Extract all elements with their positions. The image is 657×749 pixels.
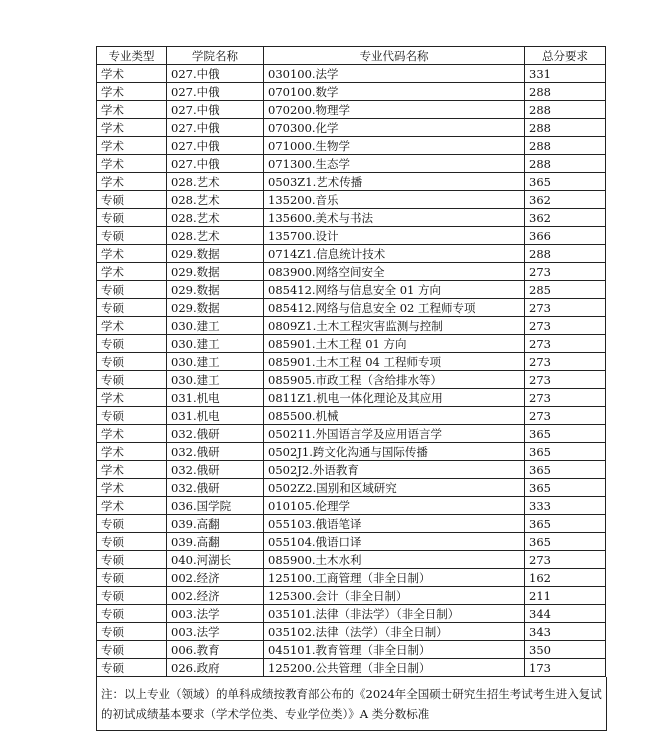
major-type-cell: 专硕 [97, 533, 167, 551]
table-row [97, 425, 606, 443]
major-type-cell: 专硕 [97, 209, 167, 227]
table-row [97, 191, 606, 209]
table-row [97, 551, 606, 569]
college-name-cell: 029.数据 [167, 299, 264, 317]
major-code-name-cell: 125100.工商管理（非全日制） [264, 569, 525, 587]
major-code-name-cell: 085900.土木水利 [264, 551, 525, 569]
college-name-cell: 027.中俄 [167, 155, 264, 173]
college-name-cell: 003.法学 [167, 605, 264, 623]
college-name-cell: 030.建工 [167, 335, 264, 353]
major-type-cell: 专硕 [97, 353, 167, 371]
table-row [97, 641, 606, 659]
major-code-name-cell: 0502J1.跨文化沟通与国际传播 [264, 443, 525, 461]
table-row [97, 623, 606, 641]
major-type-cell: 专硕 [97, 191, 167, 209]
major-type-cell: 学术 [97, 317, 167, 335]
college-name-cell: 031.机电 [167, 407, 264, 425]
table-row [97, 155, 606, 173]
total-score-cell: 285 [525, 281, 606, 299]
major-type-cell: 学术 [97, 119, 167, 137]
major-type-cell: 专硕 [97, 227, 167, 245]
total-score-cell: 288 [525, 83, 606, 101]
table-header-row [97, 47, 606, 65]
table-row [97, 407, 606, 425]
college-name-cell: 002.经济 [167, 587, 264, 605]
major-type-cell: 专硕 [97, 623, 167, 641]
total-score-cell: 288 [525, 137, 606, 155]
college-name-cell: 039.高翻 [167, 533, 264, 551]
table-row [97, 281, 606, 299]
table-row [97, 443, 606, 461]
table-row [97, 317, 606, 335]
major-type-cell: 学术 [97, 263, 167, 281]
table-row [97, 515, 606, 533]
college-name-cell: 030.建工 [167, 371, 264, 389]
total-score-cell: 365 [525, 533, 606, 551]
total-score-cell: 365 [525, 443, 606, 461]
major-code-name-cell: 085901.土木工程 04 工程师专项 [264, 353, 525, 371]
college-name-cell: 032.俄研 [167, 425, 264, 443]
major-type-cell: 学术 [97, 137, 167, 155]
total-score-cell: 362 [525, 209, 606, 227]
college-name-cell: 030.建工 [167, 317, 264, 335]
total-score-cell: 288 [525, 245, 606, 263]
score-requirements-sheet [96, 46, 605, 731]
major-type-cell: 学术 [97, 425, 167, 443]
college-name-cell: 028.艺术 [167, 173, 264, 191]
total-score-cell: 288 [525, 101, 606, 119]
table-row [97, 137, 606, 155]
major-type-cell: 学术 [97, 461, 167, 479]
major-type-cell: 专硕 [97, 641, 167, 659]
table-row [97, 83, 606, 101]
major-code-name-cell: 070100.数学 [264, 83, 525, 101]
major-code-name-cell: 070200.物理学 [264, 101, 525, 119]
college-name-cell: 039.高翻 [167, 515, 264, 533]
major-type-cell: 专硕 [97, 515, 167, 533]
major-type-cell: 学术 [97, 155, 167, 173]
major-code-name-cell: 135600.美术与书法 [264, 209, 525, 227]
major-code-name-cell: 070300.化学 [264, 119, 525, 137]
major-type-cell: 专硕 [97, 281, 167, 299]
header-major-type: 专业类型 [97, 47, 167, 65]
table-row [97, 227, 606, 245]
table-body [97, 65, 606, 677]
major-code-name-cell: 083900.网络空间安全 [264, 263, 525, 281]
college-name-cell: 027.中俄 [167, 137, 264, 155]
major-code-name-cell: 0811Z1.机电一体化理论及其应用 [264, 389, 525, 407]
total-score-cell: 211 [525, 587, 606, 605]
major-code-name-cell: 085412.网络与信息安全 02 工程师专项 [264, 299, 525, 317]
major-type-cell: 专硕 [97, 371, 167, 389]
college-name-cell: 028.艺术 [167, 227, 264, 245]
college-name-cell: 032.俄研 [167, 479, 264, 497]
major-type-cell: 专硕 [97, 569, 167, 587]
table-row [97, 101, 606, 119]
major-code-name-cell: 135700.设计 [264, 227, 525, 245]
total-score-cell: 288 [525, 155, 606, 173]
score-table [96, 46, 606, 677]
major-code-name-cell: 085901.土木工程 01 方向 [264, 335, 525, 353]
major-type-cell: 专硕 [97, 335, 167, 353]
college-name-cell: 028.艺术 [167, 191, 264, 209]
college-name-cell: 028.艺术 [167, 209, 264, 227]
college-name-cell: 029.数据 [167, 263, 264, 281]
total-score-cell: 366 [525, 227, 606, 245]
table-row [97, 659, 606, 677]
header-college-name: 学院名称 [167, 47, 264, 65]
major-code-name-cell: 055104.俄语口译 [264, 533, 525, 551]
major-type-cell: 学术 [97, 479, 167, 497]
total-score-cell: 273 [525, 407, 606, 425]
major-code-name-cell: 0502J2.外语教育 [264, 461, 525, 479]
total-score-cell: 365 [525, 461, 606, 479]
total-score-cell: 162 [525, 569, 606, 587]
table-row [97, 353, 606, 371]
table-row [97, 209, 606, 227]
college-name-cell: 030.建工 [167, 353, 264, 371]
college-name-cell: 029.数据 [167, 281, 264, 299]
total-score-cell: 273 [525, 299, 606, 317]
major-code-name-cell: 085412.网络与信息安全 01 方向 [264, 281, 525, 299]
table-row [97, 569, 606, 587]
major-type-cell: 专硕 [97, 659, 167, 677]
table-row [97, 533, 606, 551]
major-type-cell: 学术 [97, 245, 167, 263]
total-score-cell: 273 [525, 353, 606, 371]
total-score-cell: 173 [525, 659, 606, 677]
total-score-cell: 273 [525, 389, 606, 407]
major-type-cell: 学术 [97, 173, 167, 191]
total-score-cell: 288 [525, 119, 606, 137]
college-name-cell: 002.经济 [167, 569, 264, 587]
college-name-cell: 027.中俄 [167, 83, 264, 101]
header-major-code-name: 专业代码名称 [264, 47, 525, 65]
major-type-cell: 专硕 [97, 299, 167, 317]
major-code-name-cell: 030100.法学 [264, 65, 525, 83]
major-code-name-cell: 135200.音乐 [264, 191, 525, 209]
table-row [97, 299, 606, 317]
major-type-cell: 专硕 [97, 551, 167, 569]
major-code-name-cell: 010105.伦理学 [264, 497, 525, 515]
table-row [97, 479, 606, 497]
table-row [97, 461, 606, 479]
college-name-cell: 006.教育 [167, 641, 264, 659]
college-name-cell: 027.中俄 [167, 119, 264, 137]
total-score-cell: 350 [525, 641, 606, 659]
college-name-cell: 031.机电 [167, 389, 264, 407]
major-code-name-cell: 0502Z2.国别和区域研究 [264, 479, 525, 497]
total-score-cell: 273 [525, 371, 606, 389]
major-type-cell: 学术 [97, 65, 167, 83]
major-type-cell: 学术 [97, 443, 167, 461]
major-code-name-cell: 125200.公共管理（非全日制） [264, 659, 525, 677]
college-name-cell: 032.俄研 [167, 443, 264, 461]
total-score-cell: 365 [525, 173, 606, 191]
college-name-cell: 003.法学 [167, 623, 264, 641]
major-code-name-cell: 050211.外国语言学及应用语言学 [264, 425, 525, 443]
major-code-name-cell: 085500.机械 [264, 407, 525, 425]
total-score-cell: 273 [525, 317, 606, 335]
total-score-cell: 273 [525, 263, 606, 281]
footnote: 注：以上专业（领域）的单科成绩按教育部公布的《2024年全国硕士研究生招生考试考生进入复试的初试成绩基本要求（学术学位类、专业学位类）》A 类分数标准 [96, 677, 607, 731]
table-row [97, 371, 606, 389]
major-code-name-cell: 071000.生物学 [264, 137, 525, 155]
major-code-name-cell: 085905.市政工程（含给排水等） [264, 371, 525, 389]
major-type-cell: 专硕 [97, 587, 167, 605]
total-score-cell: 365 [525, 479, 606, 497]
total-score-cell: 365 [525, 515, 606, 533]
major-type-cell: 学术 [97, 389, 167, 407]
total-score-cell: 273 [525, 335, 606, 353]
total-score-cell: 331 [525, 65, 606, 83]
table-row [97, 335, 606, 353]
total-score-cell: 343 [525, 623, 606, 641]
major-code-name-cell: 035102.法律（法学）（非全日制） [264, 623, 525, 641]
table-row [97, 497, 606, 515]
college-name-cell: 036.国学院 [167, 497, 264, 515]
total-score-cell: 365 [525, 425, 606, 443]
major-code-name-cell: 035101.法律（非法学）（非全日制） [264, 605, 525, 623]
college-name-cell: 029.数据 [167, 245, 264, 263]
table-row [97, 263, 606, 281]
major-code-name-cell: 0503Z1.艺术传播 [264, 173, 525, 191]
table-row [97, 173, 606, 191]
major-type-cell: 学术 [97, 101, 167, 119]
table-row [97, 65, 606, 83]
major-type-cell: 专硕 [97, 407, 167, 425]
major-code-name-cell: 045101.教育管理（非全日制） [264, 641, 525, 659]
major-code-name-cell: 055103.俄语笔译 [264, 515, 525, 533]
major-type-cell: 学术 [97, 497, 167, 515]
major-code-name-cell: 125300.会计（非全日制） [264, 587, 525, 605]
major-type-cell: 专硕 [97, 605, 167, 623]
table-row [97, 587, 606, 605]
table-row [97, 389, 606, 407]
major-code-name-cell: 071300.生态学 [264, 155, 525, 173]
header-total-score: 总分要求 [525, 47, 606, 65]
table-row [97, 119, 606, 137]
college-name-cell: 040.河湖长 [167, 551, 264, 569]
major-code-name-cell: 0714Z1.信息统计技术 [264, 245, 525, 263]
major-type-cell: 学术 [97, 83, 167, 101]
total-score-cell: 273 [525, 551, 606, 569]
total-score-cell: 333 [525, 497, 606, 515]
college-name-cell: 027.中俄 [167, 101, 264, 119]
total-score-cell: 362 [525, 191, 606, 209]
major-code-name-cell: 0809Z1.土木工程灾害监测与控制 [264, 317, 525, 335]
table-row [97, 245, 606, 263]
college-name-cell: 027.中俄 [167, 65, 264, 83]
total-score-cell: 344 [525, 605, 606, 623]
college-name-cell: 026.政府 [167, 659, 264, 677]
table-row [97, 605, 606, 623]
college-name-cell: 032.俄研 [167, 461, 264, 479]
